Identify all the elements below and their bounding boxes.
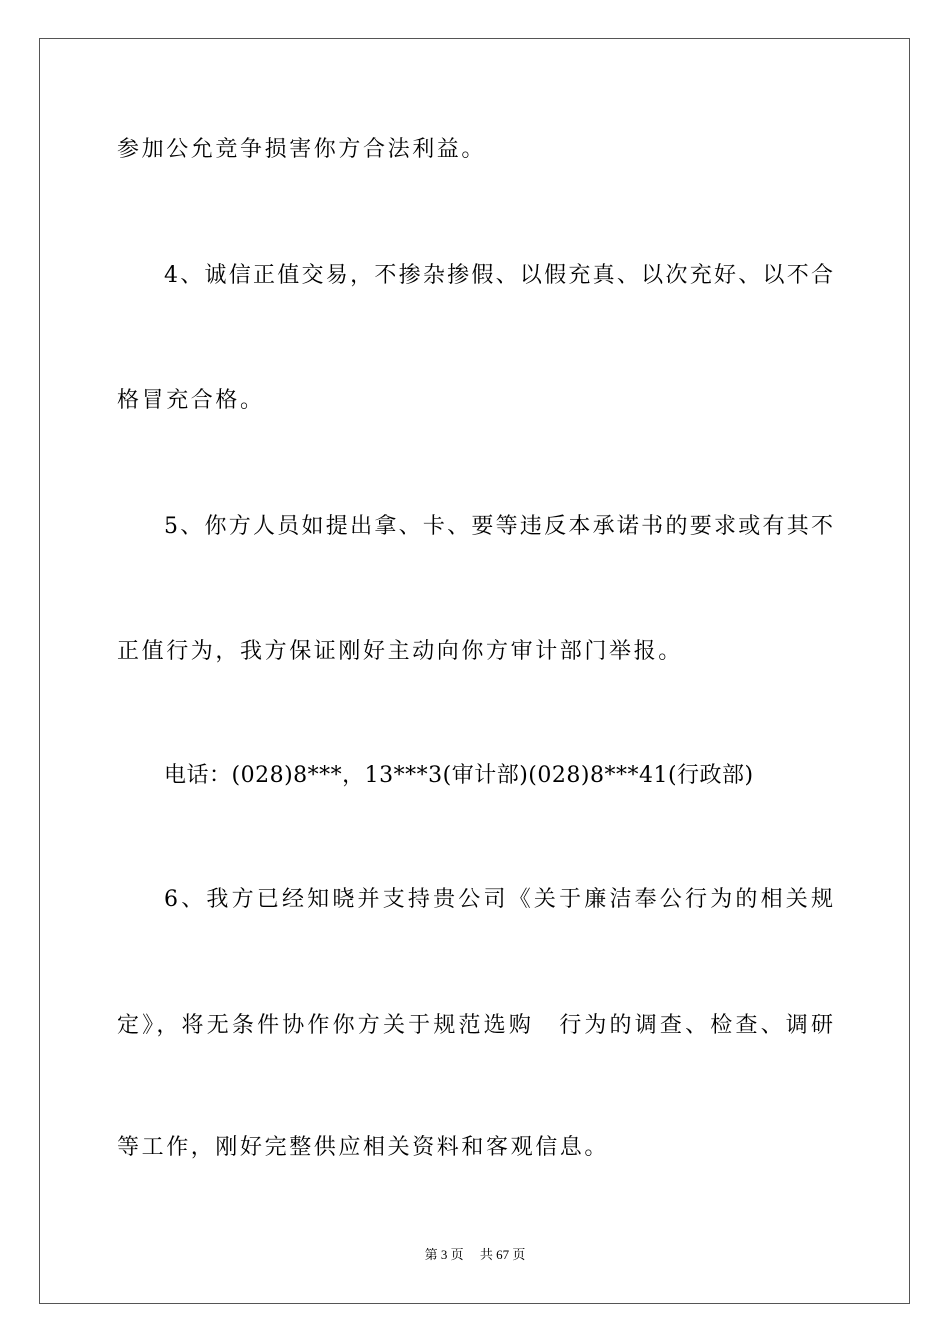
- item-4-line-2: 格冒充合格。: [117, 388, 265, 413]
- item-5-line-1: 5、你方人员如提出拿、卡、要等违反本承诺书的要求或有其不: [164, 514, 833, 539]
- body-line-1: 参加公允竞争损害你方合法利益。: [117, 137, 487, 162]
- item-6-line-1: 6、我方已经知晓并支持贵公司《关于廉洁奉公行为的相关规: [164, 887, 833, 912]
- item-6-line-2: 定》，将无条件协作你方关于规范选购 行为的调查、检查、调研: [117, 1013, 833, 1038]
- page-frame: [39, 38, 910, 1304]
- phone-line: 电话：(028)8***，13***3(审计部)(028)8***41(行政部): [164, 763, 754, 788]
- item-5-line-2: 正值行为，我方保证刚好主动向你方审计部门举报。: [117, 639, 683, 664]
- item-4-line-1: 4、诚信正值交易，不掺杂掺假、以假充真、以次充好、以不合: [164, 263, 833, 288]
- page-number-footer: 第 3 页 共 67 页: [424, 1247, 526, 1262]
- item-6-line-3: 等工作，刚好完整供应相关资料和客观信息。: [117, 1135, 610, 1160]
